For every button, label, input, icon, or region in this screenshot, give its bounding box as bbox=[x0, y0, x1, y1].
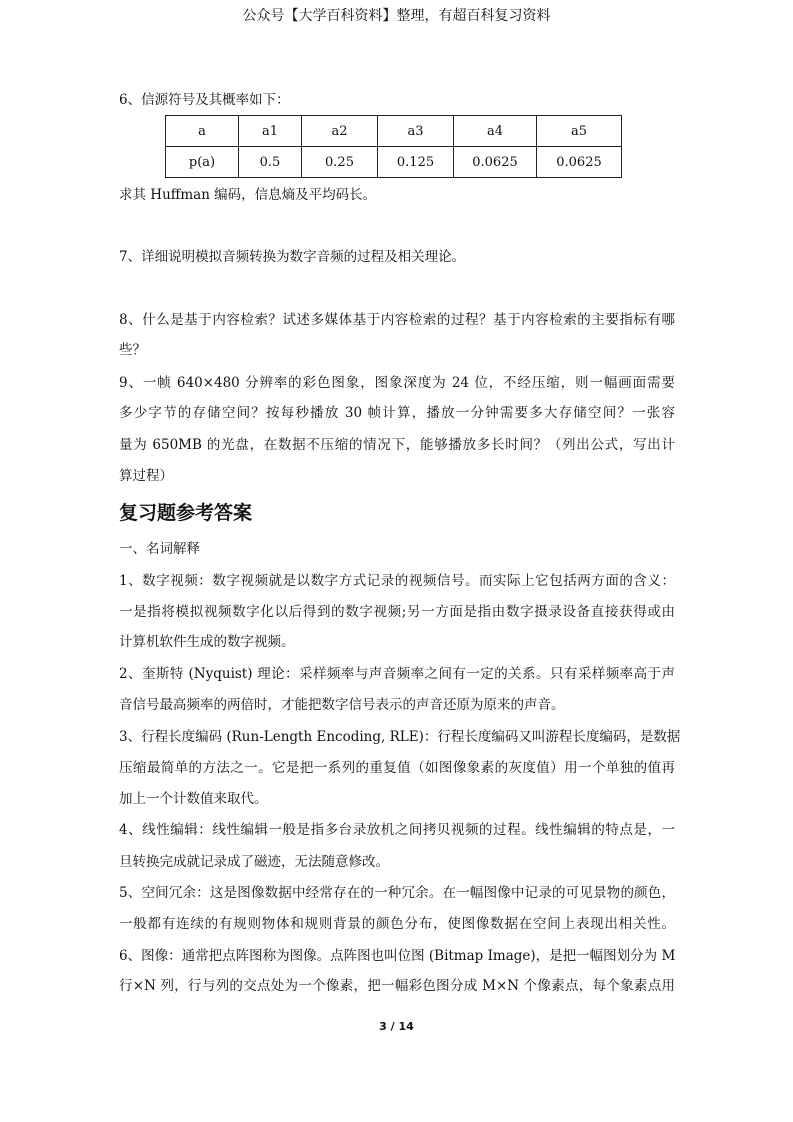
question-9-line: 量为 650MB 的光盘，在数据不压缩的情况下，能够播放多长时间？（列出公式，写出计 bbox=[119, 437, 675, 453]
probability-table bbox=[165, 115, 622, 178]
table-cell: 0.0625 bbox=[454, 147, 537, 178]
table-row bbox=[166, 116, 622, 147]
question-6-ask: 求其 Huffman 编码，信息熵及平均码长。 bbox=[119, 187, 377, 203]
section-title: 一、名词解释 bbox=[119, 541, 200, 557]
table-cell: p(a) bbox=[166, 147, 239, 178]
table-cell: a bbox=[166, 116, 239, 147]
answer-3-line: 3、行程长度编码 (Run-Length Encoding, RLE)：行程长度编码又叫游程长度编码，是数据 bbox=[119, 729, 681, 745]
question-8-line: 8、什么是基于内容检索？试述多媒体基于内容检索的过程？基于内容检索的主要指标有哪 bbox=[119, 312, 675, 328]
answer-2-line: 2、奎斯特 (Nyquist) 理论：采样频率与声音频率之间有一定的关系。只有采样频率高于声 bbox=[119, 666, 675, 682]
table-cell: a2 bbox=[302, 116, 378, 147]
question-9-line: 算过程） bbox=[119, 468, 173, 484]
answers-heading: 复习题参考答案 bbox=[119, 502, 253, 524]
answer-3-line: 压缩最简单的方法之一。它是把一系列的重复值（如图像象素的灰度值）用一个单独的值再 bbox=[119, 760, 675, 776]
answer-1-line: 一是指将模拟视频数字化以后得到的数字视频;另一方面是指由数字摄录设备直接获得或由 bbox=[119, 604, 675, 620]
question-8-line: 些？ bbox=[119, 342, 146, 358]
answer-1-line: 计算机软件生成的数字视频。 bbox=[119, 634, 295, 650]
page-number: 3 / 14 bbox=[379, 1020, 414, 1033]
answer-3-line: 加上一个计数值来取代。 bbox=[119, 791, 268, 807]
table-cell: 0.5 bbox=[239, 147, 302, 178]
question-7: 7、详细说明模拟音频转换为数字音频的过程及相关理论。 bbox=[119, 249, 466, 265]
answer-5-line: 5、空间冗余：这是图像数据中经常存在的一种冗余。在一幅图像中记录的可见景物的颜色， bbox=[119, 885, 675, 901]
answer-4-line: 旦转换完成就记录成了磁迹，无法随意修改。 bbox=[119, 854, 389, 870]
table-cell: a1 bbox=[239, 116, 302, 147]
table-cell: a4 bbox=[454, 116, 537, 147]
table-cell: a3 bbox=[378, 116, 454, 147]
table-cell: 0.125 bbox=[378, 147, 454, 178]
table-cell: 0.0625 bbox=[537, 147, 622, 178]
question-9-line: 多少字节的存储空间？按每秒播放 30 帧计算，播放一分钟需要多大存储空间？一张容 bbox=[119, 405, 675, 421]
question-6-intro: 6、信源符号及其概率如下： bbox=[119, 92, 290, 108]
table-row bbox=[166, 147, 622, 178]
answer-1-line: 1、数字视频：数字视频就是以数字方式记录的视频信号。而实际上它包括两方面的含义： bbox=[119, 573, 675, 589]
answer-6-line: 6、图像：通常把点阵图称为图像。点阵图也叫位图 (Bitmap Image)，是把一幅图划分为 M bbox=[119, 948, 676, 964]
page-header: 公众号【大学百科资料】整理，有超百科复习资料 bbox=[242, 8, 551, 24]
answer-6-line: 行×N 列，行与列的交点处为一个像素，把一幅彩色图分成 M×N 个像素点，每个象素点用 bbox=[119, 978, 675, 994]
table-cell: 0.25 bbox=[302, 147, 378, 178]
question-9-line: 9、一帧 640×480 分辨率的彩色图象，图象深度为 24 位，不经压缩，则一幅画面需要 bbox=[119, 375, 675, 391]
answer-4-line: 4、线性编辑：线性编辑一般是指多台录放机之间拷贝视频的过程。线性编辑的特点是，一 bbox=[119, 822, 675, 838]
answer-2-line: 音信号最高频率的两倍时，才能把数字信号表示的声音还原为原来的声音。 bbox=[119, 697, 565, 713]
answer-5-line: 一般都有连续的有规则物体和规则背景的颜色分布，使图像数据在空间上表现出相关性。 bbox=[119, 916, 675, 932]
table-cell: a5 bbox=[537, 116, 622, 147]
